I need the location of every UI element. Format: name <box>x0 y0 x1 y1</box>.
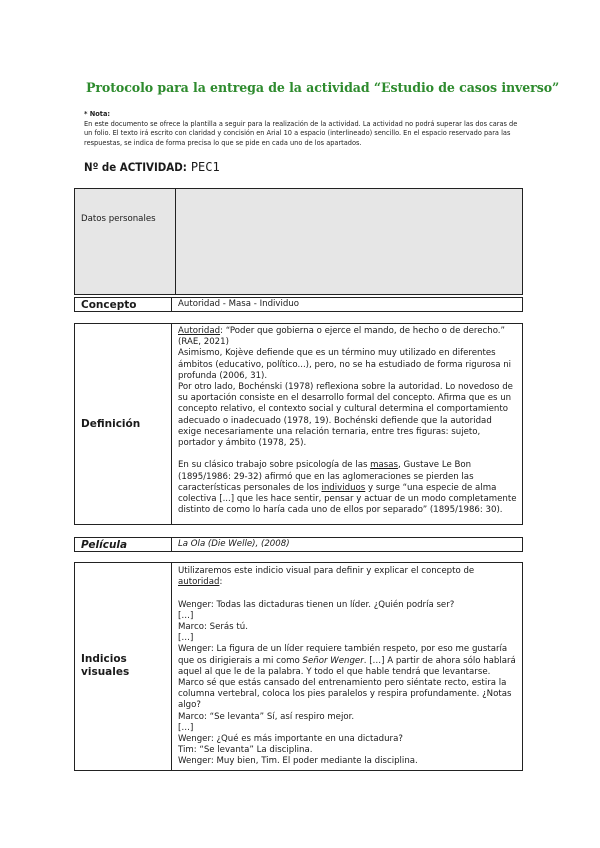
visual-clues-label: Indicios visuales <box>75 563 172 771</box>
activity-label: Nº de ACTIVIDAD: <box>84 160 187 174</box>
film-label-text: Película <box>81 538 128 551</box>
definition-text <box>172 324 523 525</box>
definition-paragraph: Por otro lado, Bochénski (1978) reflexiona sobre la autoridad. Lo novedoso de su aportación consiste en el desarrollo formal del concepto. Afirma que es un concepto relativo, el contexto social y cultural determina el comportamiento adecuado o inadecuado (1978, 19). Bochénski defiende que la autoridad exige necesariamente una relación ternaria, entre tres figuras: sujeto, portador y ámbito (1978, 25). <box>178 382 513 449</box>
personal-data-table <box>74 188 523 295</box>
visual-clues-text <box>172 563 523 771</box>
term-masas: masas <box>370 460 399 471</box>
dialogue-line: Wenger: ¿Qué es más importante en una dictadura? <box>178 734 403 745</box>
definition-rae: : “Poder que gobierna o ejerce el mando, de hecho o de derecho.” (RAE, 2021) <box>178 326 505 348</box>
text-run: Utilizaremos este indicio visual para definir y explicar el concepto de <box>178 566 475 576</box>
activity-number <box>84 160 220 174</box>
term-autoridad: autoridad <box>178 577 220 588</box>
dialogue-line: Wenger: Muy bien, Tim. El poder mediante la disciplina. <box>178 756 418 767</box>
text-run: , Gustave Le Bon (1895/1986: 29-32) afirmó que en las aglomeraciones se pierden las características personales de los <box>178 460 474 493</box>
page-title: Protocolo para la entrega de la actividad “Estudio de casos inverso” <box>86 80 560 95</box>
text-run: Señor Wenger <box>302 655 364 666</box>
dialogue-line: […] <box>178 722 194 733</box>
clues-intro <box>178 566 517 588</box>
dialogue-line <box>178 644 517 711</box>
dialogue-line: […] <box>178 633 194 644</box>
term-autoridad: Autoridad <box>178 326 221 336</box>
dialogue-line: Marco: Serás tú. <box>178 622 248 632</box>
nota-block <box>84 110 520 148</box>
personal-data-field[interactable] <box>176 189 523 295</box>
concept-label: Concepto <box>75 298 172 312</box>
concept-value: Autoridad - Masa - Individuo <box>172 298 523 312</box>
definition-paragraph: Asimismo, Kojève defiende que es un término muy utilizado en diferentes ámbitos (educativo, político...), pero, no se ha estudiado de forma rigurosa ni profunda (2006, 31). <box>178 348 512 381</box>
spacer <box>178 449 517 460</box>
dialogue-line: Wenger: Todas las dictaduras tienen un líder. ¿Quién podría ser? <box>178 599 455 610</box>
term-individuos: individuos <box>321 482 366 493</box>
film-value: La Ola (Die Welle), (2008) <box>172 538 523 552</box>
definition-table <box>74 323 523 525</box>
text-run: y surge “una especie de alma colectiva [...] que les hace sentir, pensar y actuar de un modo completamente distinto de como lo haría cada uno de ellos por separado” (1895/1986: 30). <box>178 482 517 516</box>
text-run: Wenger: La figura de un líder requiere también respeto, por eso me gustaría que os dirigierais a mi como <box>178 644 508 666</box>
definition-label: Definición <box>75 324 172 525</box>
text-run: En su clásico trabajo sobre psicología de las <box>178 460 371 471</box>
nota-text: En este documento se ofrece la plantilla a seguir para la realización de la actividad. La actividad no podrá superar las dos caras de un folio. El texto irá escrito con claridad y concisión en Arial 10 a espacio (interlineado) sencillo. En el espacio reservado para las respuestas, se indica de forma precisa lo que se pide en cada uno de los apartados. <box>84 119 518 147</box>
definition-paragraph <box>178 326 517 348</box>
activity-value: PEC1 <box>190 160 220 174</box>
dialogue-line: Tim: “Se levanta” La disciplina. <box>178 745 313 756</box>
spacer <box>178 588 517 599</box>
text-run: : <box>219 577 223 588</box>
personal-data-label: Datos personales <box>75 189 176 295</box>
visual-clues-table <box>74 562 523 771</box>
concept-table <box>74 297 523 312</box>
dialogue-line: Marco: “Se levanta” Sí, así respiro mejor. <box>178 711 355 722</box>
nota-label: * Nota: <box>84 110 111 118</box>
text-run: . […] A partir de ahora sólo hablará aquel al que le de la palabra. Y todo el que hable tendrá que levantarse. Marco sé que estás cansado del entrenamiento pero siéntate recto, estira la columna vertebral, coloca los pies paralelos y respira profundamente. ¿Notas algo? <box>178 655 516 711</box>
film-label <box>75 538 172 552</box>
definition-paragraph <box>178 460 517 516</box>
film-table <box>74 537 523 552</box>
dialogue-line: […] <box>178 610 194 621</box>
